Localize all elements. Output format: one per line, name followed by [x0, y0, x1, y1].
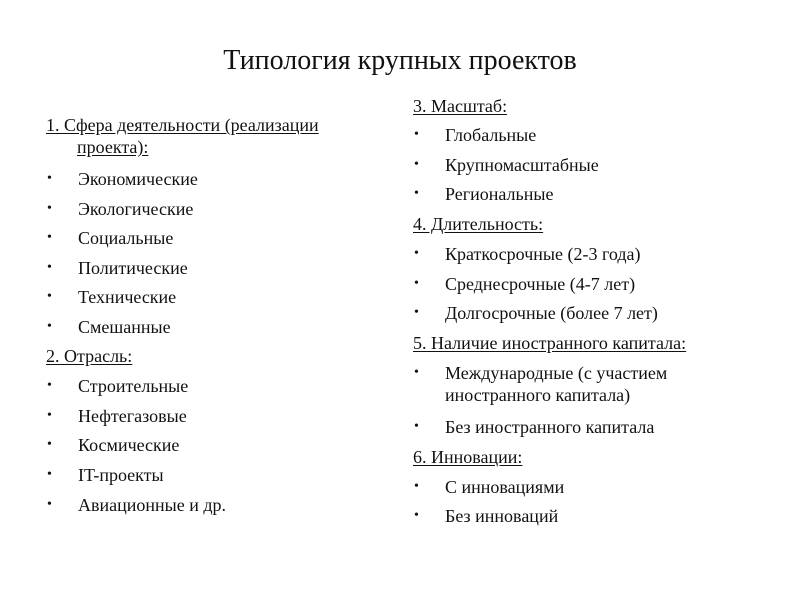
section-heading-duration: 4. Длительность:	[413, 214, 544, 234]
list-item-label: Нефтегазовые	[78, 406, 187, 426]
section-heading-industry: 2. Отрасль:	[46, 346, 133, 366]
list-item-label: Технические	[78, 287, 177, 307]
bullet-icon: •	[414, 127, 419, 142]
list-item-label: Краткосрочные (2-3 года)	[445, 244, 641, 264]
bullet-icon: •	[47, 171, 52, 186]
bullet-icon: •	[414, 508, 419, 523]
page-title: Типология крупных проектов	[223, 45, 577, 76]
bullet-icon: •	[47, 260, 52, 275]
list-item-label: Экологические	[78, 199, 194, 219]
bullet-icon: •	[414, 186, 419, 201]
bullet-icon: •	[47, 497, 52, 512]
list-item-label: Экономические	[78, 169, 198, 189]
bullet-icon: •	[414, 157, 419, 172]
list-item-label: Международные (с участием иностранного капитала)	[445, 363, 668, 405]
section-heading-line: 1. Сфера деятельности (реализации	[46, 115, 319, 135]
bullet-icon: •	[414, 276, 419, 291]
list-item-label: Без инноваций	[445, 506, 559, 526]
list-item-label: Социальные	[78, 228, 174, 248]
bullet-icon: •	[414, 365, 419, 380]
list-item-label: Среднесрочные (4-7 лет)	[445, 274, 636, 294]
list-item-label: С инновациями	[445, 477, 565, 497]
section-heading-foreign-capital: 5. Наличие иностранного капитала:	[413, 333, 687, 353]
bullet-icon: •	[414, 305, 419, 320]
section-heading-sphere	[46, 114, 319, 158]
section-heading-scale: 3. Масштаб:	[413, 96, 508, 116]
list-item-label: Политические	[78, 258, 188, 278]
bullet-icon: •	[47, 408, 52, 423]
bullet-icon: •	[47, 467, 52, 482]
list-item-label: Долгосрочные (более 7 лет)	[445, 303, 658, 323]
list-item-label: Авиационные и др.	[78, 495, 227, 515]
bullet-icon: •	[47, 230, 52, 245]
bullet-icon: •	[47, 201, 52, 216]
bullet-icon: •	[47, 289, 52, 304]
section-heading-line: проекта):	[77, 137, 149, 157]
section-heading-innovation: 6. Инновации:	[413, 447, 523, 467]
bullet-icon: •	[47, 319, 52, 334]
bullet-icon: •	[414, 419, 419, 434]
list-item-label: IT-проекты	[78, 465, 164, 485]
list-item-label: Крупномасштабные	[445, 155, 599, 175]
list-item-label: Строительные	[78, 376, 189, 396]
bullet-icon: •	[414, 479, 419, 494]
list-item-label: Космические	[78, 435, 180, 455]
list-item-label: Без иностранного капитала	[445, 417, 655, 437]
bullet-icon: •	[47, 437, 52, 452]
list-item-label: Смешанные	[78, 317, 171, 337]
list-item-label: Глобальные	[445, 125, 537, 145]
bullet-icon: •	[47, 378, 52, 393]
list-item-label: Региональные	[445, 184, 554, 204]
bullet-icon: •	[414, 246, 419, 261]
